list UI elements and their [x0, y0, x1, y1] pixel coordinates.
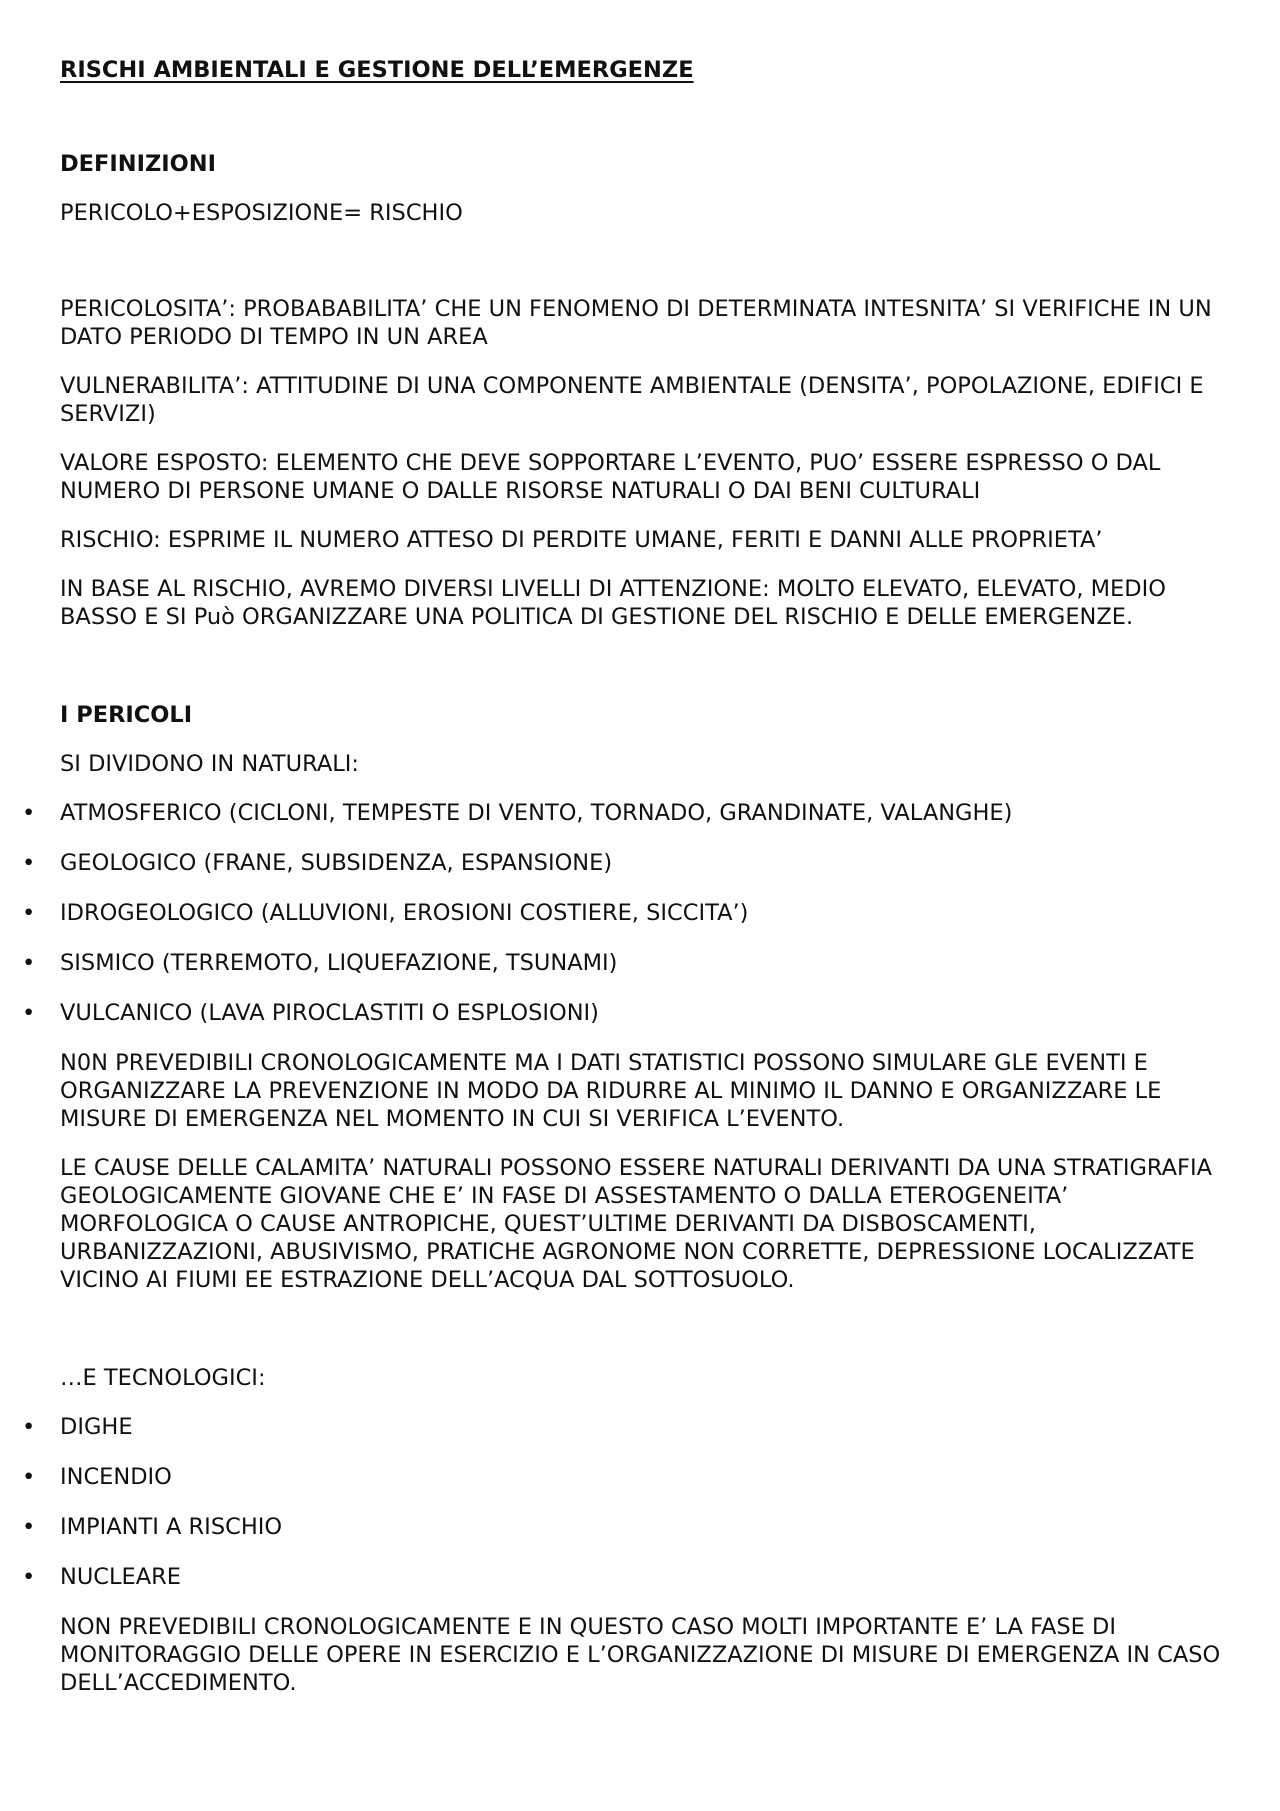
document-title: RISCHI AMBIENTALI E GESTIONE DELL’EMERGENZE	[60, 57, 694, 83]
natural-hazards-note-cause: LE CAUSE DELLE CALAMITA’ NATURALI POSSONO ESSERE NATURALI DERIVANTI DA UNA STRATIGRAFIA GEOLOGICAMENTE GIOVANE CHE E’ IN FASE DI ASSESTAMENTO O DALLA ETEROGENEITA’ MORFOLOGICA O CAUSE ANTROPICHE, QUEST’ULTIME DERIVANTI DA DISBOSCAMENTI, URBANIZZAZIONI, ABUSIVISMO, PRATICHE AGRONOME NON CORRETTE, DEPRESSIONE LOCALIZZATE VICINO AI FIUMI EE ESTRAZIONE DELL’ACQUA DAL SOTTOSUOLO.	[60, 1155, 1213, 1293]
natural-hazards-note-prevedibilita: N0N PREVEDIBILI CRONOLOGICAMENTE MA I DATI STATISTICI POSSONO SIMULARE GLE EVENTI E ORGANIZZARE LA PREVENZIONE IN MODO DA RIDURRE AL MINIMO IL DANNO E ORGANIZZARE LE MISURE DI EMERGENZA NEL MOMENTO IN CUI SI VERIFICA L’EVENTO.	[60, 1050, 1162, 1132]
bullet-icon: •	[22, 1514, 36, 1540]
risk-formula: PERICOLO+ESPOSIZIONE= RISCHIO	[60, 200, 463, 226]
list-item: • INCENDIO	[22, 1464, 172, 1490]
list-item: • IDROGEOLOGICO (ALLUVIONI, EROSIONI COSTIERE, SICCITA’)	[22, 900, 749, 926]
bullet-icon: •	[22, 800, 36, 826]
technological-hazards-note: NON PREVEDIBILI CRONOLOGICAMENTE E IN QUESTO CASO MOLTI IMPORTANTE E’ LA FASE DI MONITORAGGIO DELLE OPERE IN ESERCIZIO E L’ORGANIZZAZIONE DI MISURE DI EMERGENZA IN CASO DELL’ACCEDIMENTO.	[60, 1614, 1221, 1696]
bullet-icon: •	[22, 1464, 36, 1490]
document-page	[22, 56, 1230, 1697]
definition-rischio: RISCHIO: ESPRIME IL NUMERO ATTESO DI PERDITE UMANE, FERITI E DANNI ALLE PROPRIETA’	[60, 527, 1103, 553]
list-item: • GEOLOGICO (FRANE, SUBSIDENZA, ESPANSIONE)	[22, 850, 613, 876]
bullet-icon: •	[22, 1564, 36, 1590]
definition-vulnerabilita: VULNERABILITA’: ATTITUDINE DI UNA COMPONENTE AMBIENTALE (DENSITA’, POPOLAZIONE, EDIFICI E SERVIZI)	[60, 373, 1204, 427]
list-item: • SISMICO (TERREMOTO, LIQUEFAZIONE, TSUNAMI)	[22, 950, 618, 976]
list-item: • ATMOSFERICO (CICLONI, TEMPESTE DI VENTO, TORNADO, GRANDINATE, VALANGHE)	[22, 800, 1013, 826]
section-heading-definizioni: DEFINIZIONI	[60, 151, 217, 177]
bullet-icon: •	[22, 1414, 36, 1440]
intro-tecnologici: …E TECNOLOGICI:	[60, 1365, 266, 1391]
list-item: • DIGHE	[22, 1414, 133, 1440]
bullet-icon: •	[22, 1000, 36, 1026]
natural-hazards-list	[22, 799, 1230, 1027]
bullet-icon: •	[22, 950, 36, 976]
intro-naturali: SI DIVIDONO IN NATURALI:	[60, 751, 359, 777]
bullet-icon: •	[22, 900, 36, 926]
list-item: • VULCANICO (LAVA PIROCLASTITI O ESPLOSIONI)	[22, 1000, 599, 1026]
section-heading-pericoli: I PERICOLI	[60, 702, 193, 728]
technological-hazards-list	[22, 1413, 1230, 1591]
list-item: • IMPIANTI A RISCHIO	[22, 1514, 283, 1540]
list-item: • NUCLEARE	[22, 1564, 182, 1590]
definition-pericolosita: PERICOLOSITA’: PROBABABILITA’ CHE UN FENOMENO DI DETERMINATA INTESNITA’ SI VERIFICHE IN UN DATO PERIODO DI TEMPO IN UN AREA	[60, 296, 1212, 350]
definition-livelli-attenzione: IN BASE AL RISCHIO, AVREMO DIVERSI LIVELLI DI ATTENZIONE: MOLTO ELEVATO, ELEVATO, MEDIO BASSO E SI Può ORGANIZZARE UNA POLITICA DI GESTIONE DEL RISCHIO E DELLE EMERGENZE.	[60, 576, 1166, 630]
bullet-icon: •	[22, 850, 36, 876]
definition-valore-esposto: VALORE ESPOSTO: ELEMENTO CHE DEVE SOPPORTARE L’EVENTO, PUO’ ESSERE ESPRESSO O DAL NUMERO DI PERSONE UMANE O DALLE RISORSE NATURALI O DAI BENI CULTURALI	[60, 450, 1161, 504]
